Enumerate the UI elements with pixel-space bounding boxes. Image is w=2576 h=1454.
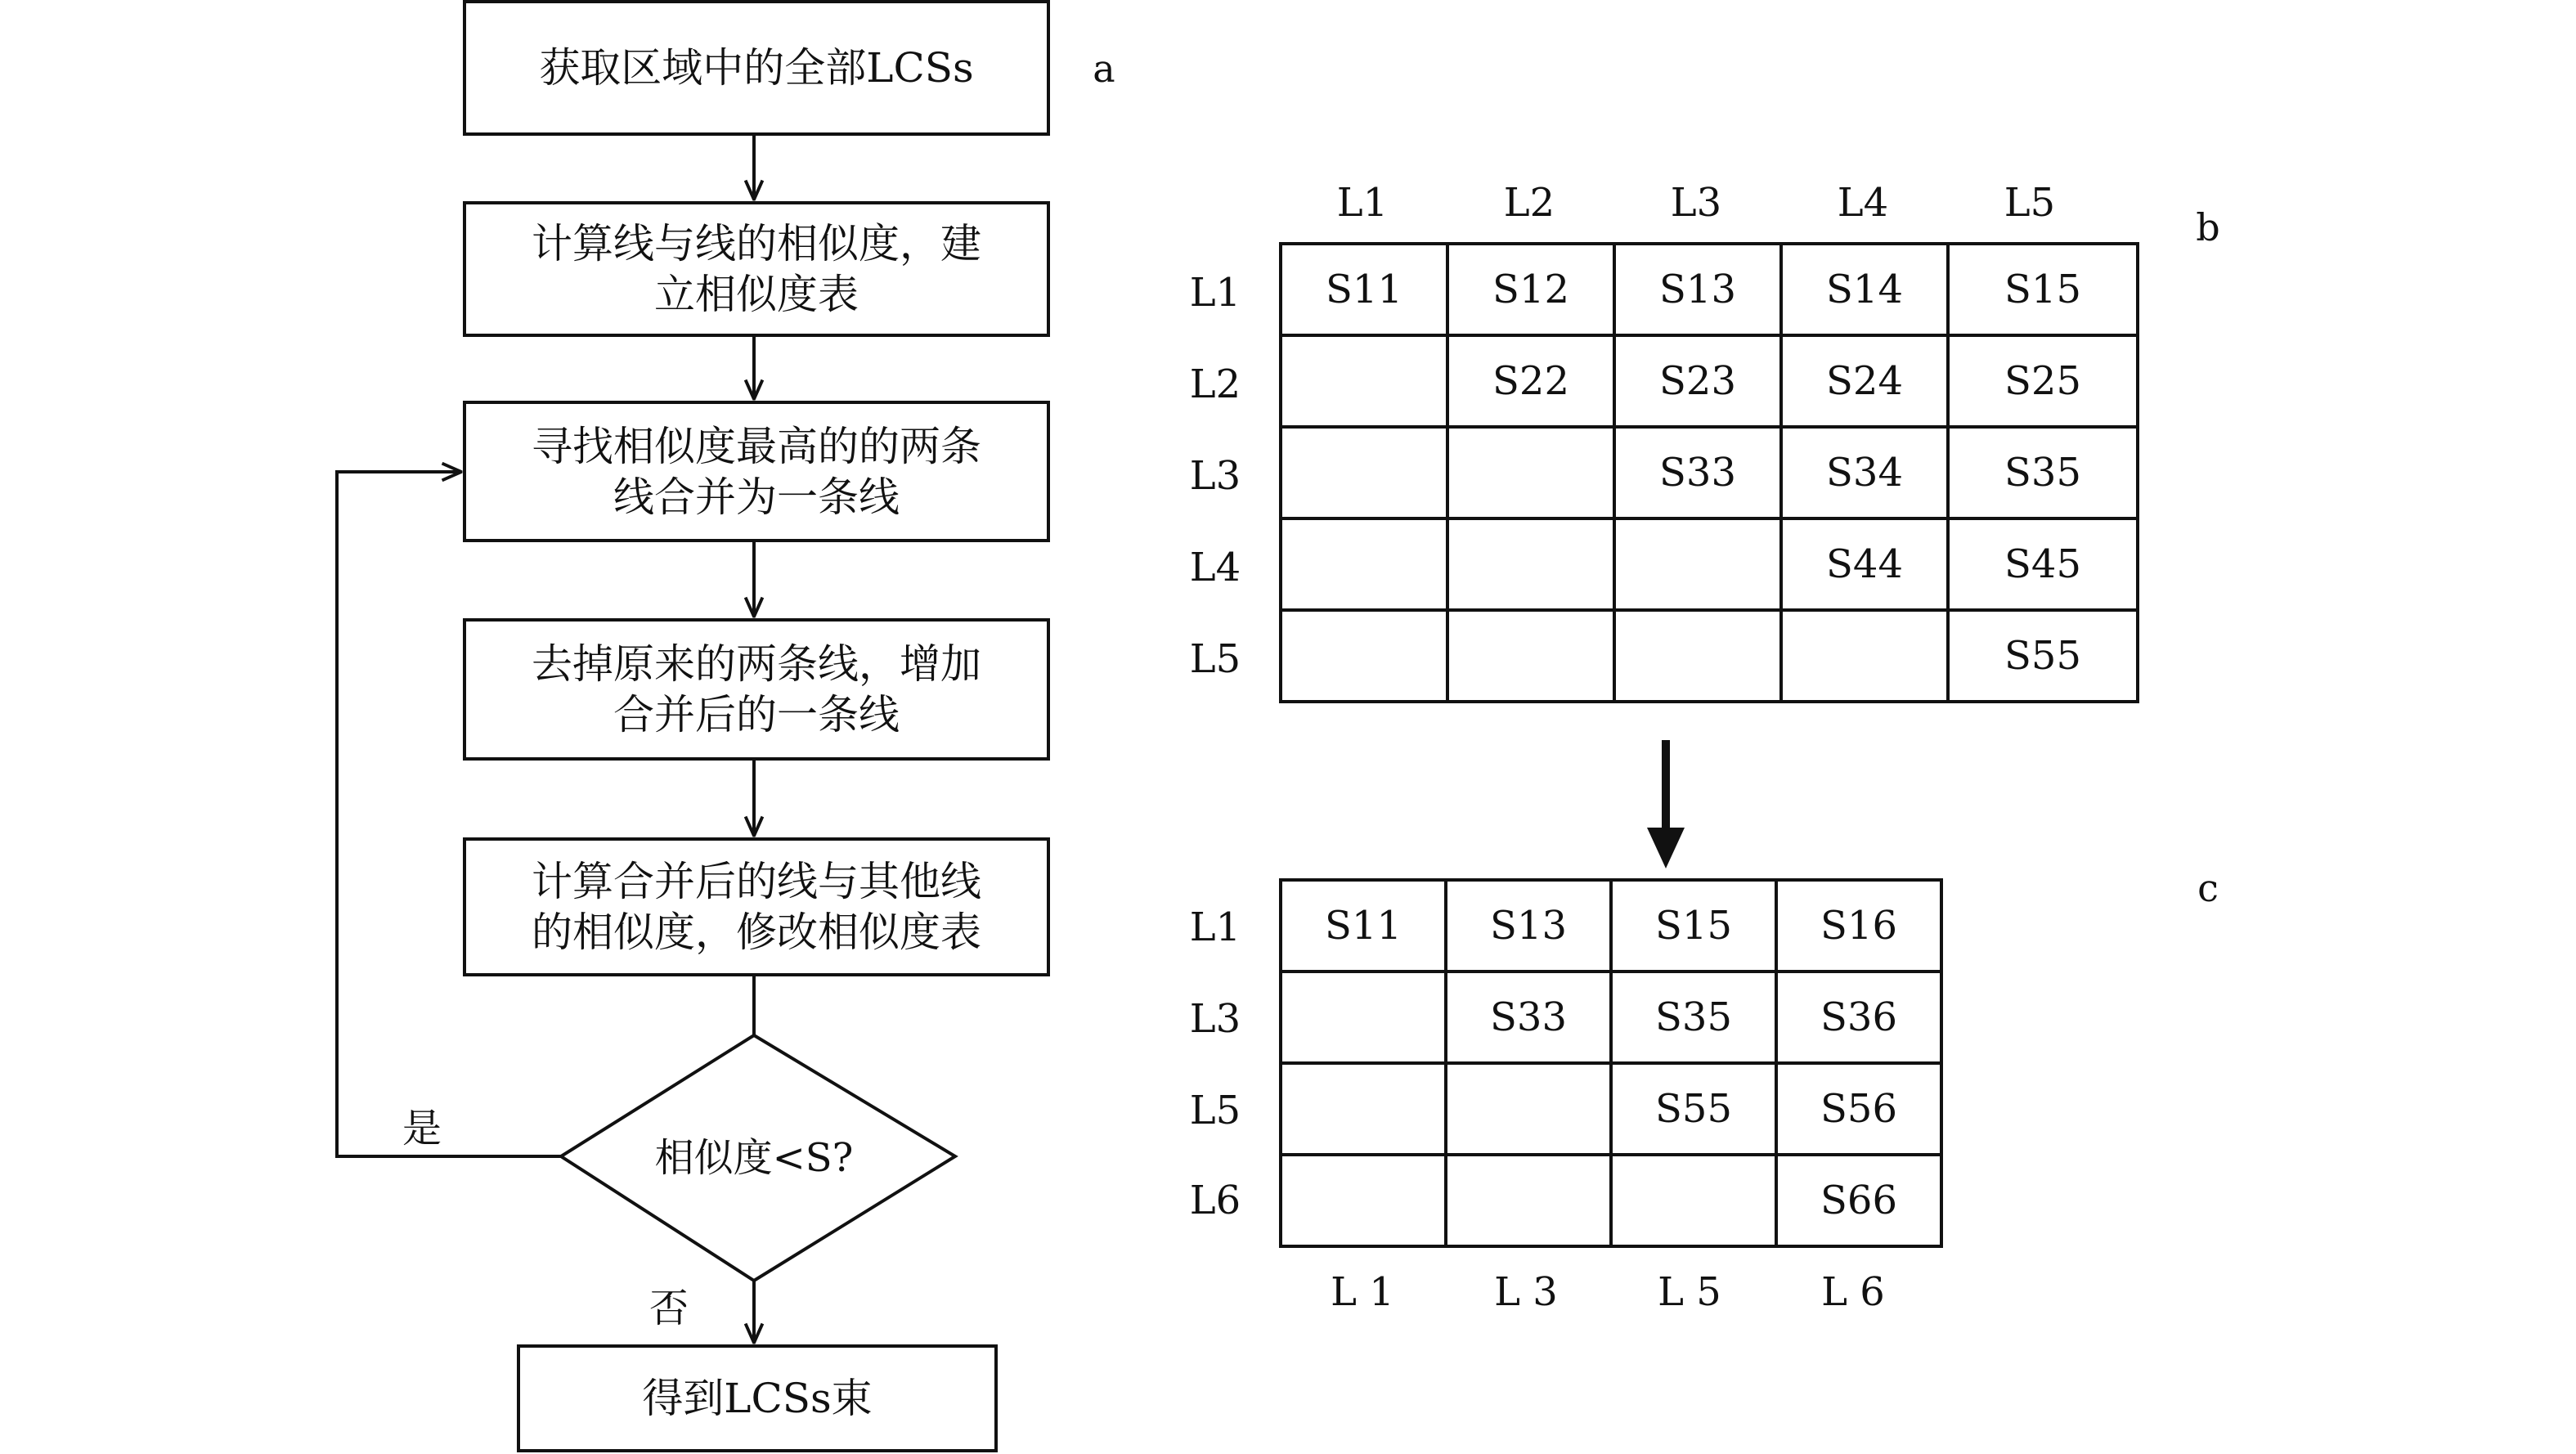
table-cell [1281, 335, 1447, 427]
flow-step-replace-lines-line1: 去掉原来的两条线，增加 [532, 640, 981, 688]
flow-step-update-table-line1: 计算合并后的线与其他线 [532, 858, 981, 905]
table-cell: S55 [1611, 1063, 1776, 1155]
table-c-row-header: L1 [1189, 904, 1241, 950]
table-cell [1447, 518, 1614, 610]
table-cell [1447, 427, 1614, 518]
table-cell: S66 [1776, 1155, 1941, 1246]
decision-text: 相似度<S? [654, 1135, 854, 1181]
table-cell: S24 [1781, 335, 1948, 427]
table-c-col-header: L 5 [1658, 1269, 1721, 1315]
table-c-col-header: L 1 [1331, 1269, 1394, 1315]
table-cell: S22 [1447, 335, 1614, 427]
table-cell: S13 [1614, 244, 1781, 335]
table-cell: S45 [1948, 518, 2138, 610]
table-cell: S35 [1611, 972, 1776, 1063]
table-b-col-header: L5 [2004, 180, 2056, 226]
table-row [1281, 1063, 1941, 1155]
table-b-row-header: L5 [1189, 636, 1241, 682]
table-cell: S11 [1281, 244, 1447, 335]
table-row [1281, 427, 2138, 518]
table-cell: S35 [1948, 427, 2138, 518]
table-cell: S56 [1776, 1063, 1941, 1155]
flow-step-merge-highest [463, 401, 1050, 542]
loop-back-connector [337, 472, 561, 1156]
table-cell: S55 [1948, 610, 2138, 702]
table-cell: S12 [1447, 244, 1614, 335]
table-cell: S36 [1776, 972, 1941, 1063]
table-cell [1281, 427, 1447, 518]
table-cell [1447, 610, 1614, 702]
table-cell: S13 [1446, 880, 1611, 972]
table-cell [1281, 1155, 1446, 1246]
table-cell [1614, 518, 1781, 610]
flow-step-replace-lines-line2: 合并后的一条线 [613, 691, 900, 738]
table-cell [1446, 1155, 1611, 1246]
table-row [1281, 610, 2138, 702]
flow-step-merge-highest-line1: 寻找相似度最高的的两条 [532, 422, 981, 470]
branch-yes-label: 是 [402, 1106, 442, 1151]
table-row [1281, 972, 1941, 1063]
table-b-col-header: L1 [1336, 180, 1389, 226]
similarity-table-b [1279, 242, 2139, 703]
table-b-col-header: L4 [1837, 180, 1889, 226]
table-b-row-header: L1 [1189, 270, 1241, 316]
table-c-col-header: L 6 [1821, 1269, 1885, 1315]
table-b-row-header: L4 [1189, 545, 1241, 590]
table-cell [1446, 1063, 1611, 1155]
flow-step-get-lcss [463, 0, 1050, 136]
branch-no-label: 否 [648, 1286, 689, 1331]
table-cell: S33 [1614, 427, 1781, 518]
table-b-row-header: L2 [1189, 361, 1241, 407]
table-cell: S15 [1611, 880, 1776, 972]
panel-label-a: a [1093, 47, 1115, 91]
table-c-row-header: L6 [1189, 1178, 1241, 1223]
flow-step-merge-highest-line2: 线合并为一条线 [613, 473, 900, 521]
table-row [1281, 244, 2138, 335]
flow-step-get-lcss-text: 获取区域中的全部LCSs [539, 44, 974, 92]
table-cell [1781, 610, 1948, 702]
table-cell: S16 [1776, 880, 1941, 972]
flow-step-compute-similarity-line1: 计算线与线的相似度，建 [532, 220, 981, 267]
table-cell [1281, 610, 1447, 702]
table-row [1281, 1155, 1941, 1246]
table-row [1281, 518, 2138, 610]
table-cell: S33 [1446, 972, 1611, 1063]
table-c-row-header: L3 [1189, 996, 1241, 1042]
table-cell: S15 [1948, 244, 2138, 335]
table-cell [1281, 518, 1447, 610]
table-cell: S11 [1281, 880, 1446, 972]
table-cell [1281, 972, 1446, 1063]
panel-label-b: b [2196, 205, 2220, 249]
flow-step-end [517, 1344, 998, 1452]
table-cell: S44 [1781, 518, 1948, 610]
flow-step-update-table-line2: 的相似度，修改相似度表 [532, 909, 981, 956]
table-c-row-header: L5 [1189, 1088, 1241, 1133]
table-row [1281, 880, 1941, 972]
similarity-table-c [1279, 878, 1943, 1248]
table-cell [1614, 610, 1781, 702]
table-b-col-header: L2 [1503, 180, 1555, 226]
panel-label-c: c [2197, 866, 2219, 910]
flow-step-end-text: 得到LCSs束 [642, 1375, 873, 1422]
table-row [1281, 335, 2138, 427]
table-b-row-header: L3 [1189, 453, 1241, 499]
flow-step-replace-lines [463, 618, 1050, 761]
table-cell: S14 [1781, 244, 1948, 335]
table-cell [1611, 1155, 1776, 1246]
table-b-col-header: L3 [1670, 180, 1722, 226]
table-transition-arrow [1647, 740, 1685, 868]
table-cell: S23 [1614, 335, 1781, 427]
table-cell: S25 [1948, 335, 2138, 427]
flow-step-update-table [463, 837, 1050, 976]
flow-step-compute-similarity [463, 201, 1050, 337]
table-cell [1281, 1063, 1446, 1155]
flow-step-compute-similarity-line2: 立相似度表 [654, 271, 859, 318]
table-c-col-header: L 3 [1494, 1269, 1558, 1315]
table-cell: S34 [1781, 427, 1948, 518]
